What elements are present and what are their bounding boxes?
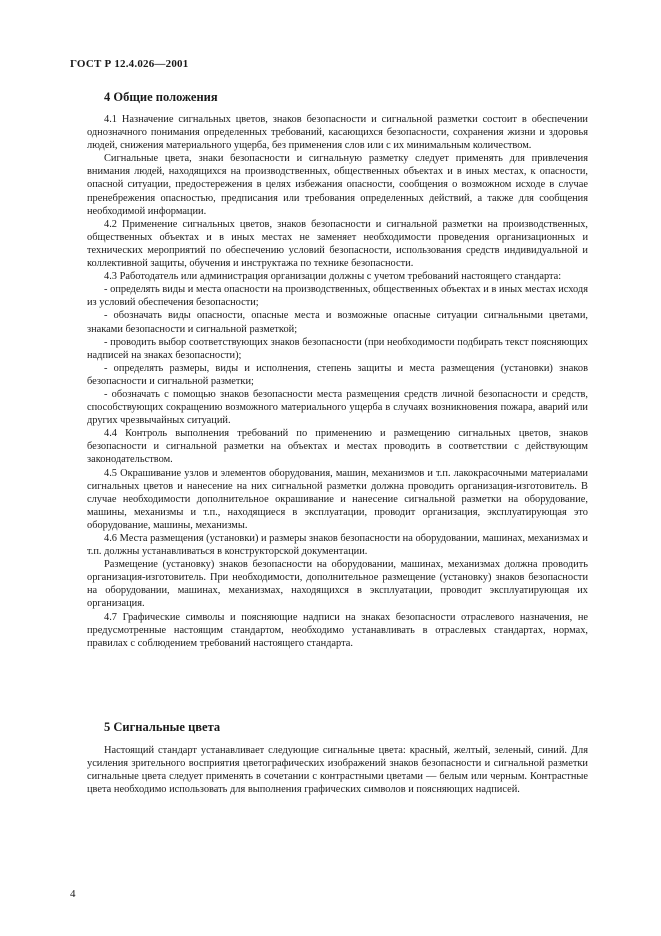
section-5-title: 5 Сигнальные цвета [104,720,221,734]
paragraph: 4.4 Контроль выполнения требований по применению и размещению сигнальных цветов, знаков безопасности и сигнальной разметки на объектах и местах проводить в соответствии с действующим законодательством. [87,428,588,466]
paragraph: 4.7 Графические символы и поясняющие надписи на знаках безопасности отраслевого назначения, не предусмотренные настоящим стандартом, необходимо устанавливать в отраслевых стандартах, нормах, правилах с соблюдением требований настоящего стандарта. [87,611,588,649]
paragraph: Размещение (установку) знаков безопасности на оборудовании, машинах, механизмах должна проводить организация-изготовитель. При необходимости, дополнительное размещение (установку) знаков безопасности на оборудовании, машинах, механизмах, находящихся в эксплуатации, проводит эксплуатирующая их организация. [87,559,588,610]
list-item: - определять размеры, виды и исполнения, степень защиты и места размещения (установки) знаков безопасности и сигнальной разметки; [87,362,588,387]
paragraph: 4.3 Работодатель или администрация организации должны с учетом требований настоящего стандарта: [104,271,562,283]
section-5-body [87,744,588,796]
paragraph: 4.1 Назначение сигнальных цветов, знаков безопасности и сигнальной разметки состоит в обеспечении однозначного понимания определенных требований, касающихся безопасности, сохранения жизни и здоровья людей, снижения материального ущерба, без применения слов или с их минимальным количеством. [87,114,588,152]
paragraph: 4.5 Окрашивание узлов и элементов оборудования, машин, механизмов и т.п. лакокрасочными материалами сигнальных цветов и нанесение на них сигнальной разметки должна проводить организация-изготовитель. В случае необходимости дополнительное окрашивание и нанесение сигнальной разметки на оборудование, машины, механизмы и т.п., находящиеся в эксплуатации, проводит организация, эксплуатирующая это оборудование, машины, механизмы. [87,467,588,531]
paragraph: Сигнальные цвета, знаки безопасности и сигнальную разметку следует применять для привлечения внимания людей, находящихся на производственных, общественных объектах и в иных местах, к опасности, опасной ситуации, предостережения в целях избежания опасности, сообщения о возможном исходе в случае пренебрежения опасностью, предписания или требования определенных действий, а также для сообщения необходимой информации. [87,153,588,217]
list-item: - обозначать с помощью знаков безопасности места размещения средств личной безопасности и средств, способствующих сокращению возможного материального ущерба в случаях возникновения пожара, аварий или других чрезвычайных ситуаций. [87,388,588,427]
section-4-body [87,113,588,650]
page-number: 4 [70,888,76,900]
paragraph: 4.6 Места размещения (установки) и размеры знаков безопасности на оборудовании, машинах, механизмах и т.п. должны устанавливаться в конструкторской документации. [87,533,588,558]
list-item: - проводить выбор соответствующих знаков безопасности (при необходимости подбирать текст поясняющих надписей на знаках безопасности); [87,336,588,361]
list-item: - определять виды и места опасности на производственных, общественных объектах и в иных местах исходя из условий обеспечения безопасности; [87,284,588,309]
paragraph: Настоящий стандарт устанавливает следующие сигнальные цвета: красный, желтый, зеленый, синий. Для усиления зрительного восприятия цветографических изображений знаков безопасности и сигнальной разметки сигнальные цвета следует применять в сочетании с контрастными цветами — белым или черным. Контрастные цвета необходимо использовать для выполнения графических символов и поясняющих надписей. [87,745,588,796]
section-4-title: 4 Общие положения [104,90,218,104]
list-item: - обозначать виды опасности, опасные места и возможные опасные ситуации сигнальными цветами, знаками безопасности и сигнальной разметкой; [87,310,588,335]
document-header: ГОСТ Р 12.4.026—2001 [70,58,189,70]
paragraph: 4.2 Применение сигнальных цветов, знаков безопасности и сигнальной разметки на производственных, общественных объектах и в иных местах не заменяет необходимости проведения организационных и технических мероприятий по обеспечению условий безопасности, использования средств индивидуальной и коллективной защиты, обучения и инструктажа по технике безопасности. [87,218,588,270]
